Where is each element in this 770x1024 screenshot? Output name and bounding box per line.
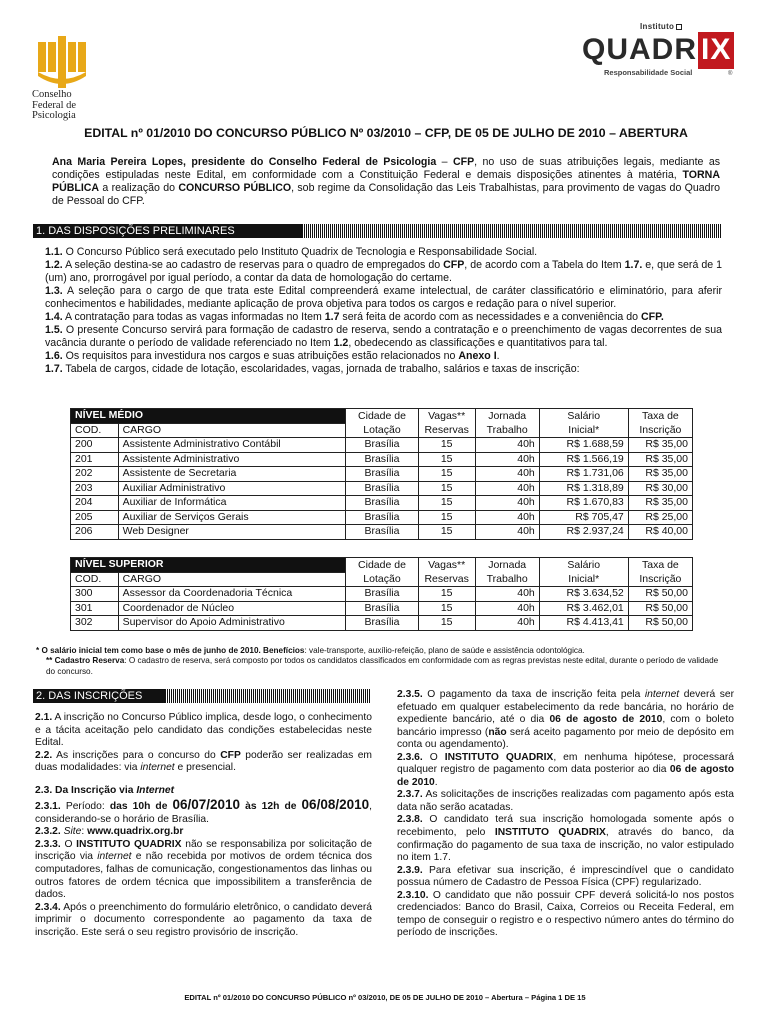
item-2-3-7: 2.3.7. As solicitações de inscrições realizadas com pagamento após esta data não serão acatadas. xyxy=(397,789,734,813)
cell-cargo: Coordenador de Núcleo xyxy=(118,601,346,616)
cell-taxa: R$ 35,00 xyxy=(628,452,692,467)
cell-salario: R$ 2.937,24 xyxy=(539,525,628,540)
item-2-3-9: 2.3.9. Para efetivar sua inscrição, é imprescindível que o candidato possua número de Cadastro de Pessoa Física (CPF) regularizado. xyxy=(397,864,734,889)
table-row xyxy=(71,525,693,540)
cell-cidade: Brasília xyxy=(346,587,418,602)
cell-jornada: 40h xyxy=(475,587,539,602)
item-1-5: 1.5. O presente Concurso servirá para formação de cadastro de reserva, sendo a contratação e o preenchimento de vagas decorrentes de sua vacância durante o período de validade referenciado no Item 1.2, obedecendo as classificações e quantitativos para tal. xyxy=(45,324,722,350)
cell-cod: 202 xyxy=(71,467,119,482)
table-footnotes xyxy=(36,646,726,677)
cell-cidade: Brasília xyxy=(346,616,418,631)
quadrix-wordmark: QUADR IX xyxy=(582,32,734,69)
table-row xyxy=(71,510,693,525)
quadrix-subtitle: Responsabilidade Social xyxy=(604,68,693,77)
cell-jornada: 40h xyxy=(475,525,539,540)
page-title: EDITAL nº 01/2010 DO CONCURSO PÚBLICO Nº 03/2010 – CFP, DE 05 DE JULHO DE 2010 – ABERTURA xyxy=(84,126,688,140)
cell-cargo: Assistente Administrativo xyxy=(118,452,346,467)
table-nivel-medio xyxy=(70,408,693,540)
cell-salario: R$ 3.462,01 xyxy=(539,601,628,616)
section-2-heading: 2. DAS INSCRIÇÕES xyxy=(33,689,370,703)
cell-cod: 201 xyxy=(71,452,119,467)
item-1-4: 1.4. A contratação para todas as vagas informadas no Item 1.7 será feita de acordo com as necessidades e a conveniência do CFP. xyxy=(45,311,664,324)
quadrix-instituto-label: Instituto xyxy=(640,22,682,32)
cell-cidade: Brasília xyxy=(346,438,418,453)
table-header-row: NÍVEL MÉDIO Cidade de Vagas** Jornada Salário Taxa de xyxy=(71,409,693,424)
cell-taxa: R$ 40,00 xyxy=(628,525,692,540)
cell-jornada: 40h xyxy=(475,452,539,467)
cell-vagas: 15 xyxy=(418,496,475,511)
cell-cod: 200 xyxy=(71,438,119,453)
table-row xyxy=(71,616,693,631)
cell-cargo: Supervisor do Apoio Administrativo xyxy=(118,616,346,631)
cell-cargo: Web Designer xyxy=(118,525,346,540)
cell-salario: R$ 4.413,41 xyxy=(539,616,628,631)
cell-jornada: 40h xyxy=(475,438,539,453)
table-row xyxy=(71,601,693,616)
table-row xyxy=(71,452,693,467)
section-1-heading: 1. DAS DISPOSIÇÕES PRELIMINARES xyxy=(33,224,722,238)
cell-jornada: 40h xyxy=(475,616,539,631)
cell-cargo: Assistente Administrativo Contábil xyxy=(118,438,346,453)
cell-salario: R$ 1.688,59 xyxy=(539,438,628,453)
item-2-1: 2.1. A inscrição no Concurso Público implica, desde logo, o conhecimento e a tácita aceitação pelo candidato das condições estabelecidas neste Edital. xyxy=(35,712,372,749)
cell-salario: R$ 1.670,83 xyxy=(539,496,628,511)
cell-taxa: R$ 25,00 xyxy=(628,510,692,525)
cell-vagas: 15 xyxy=(418,510,475,525)
cell-salario: R$ 1.566,19 xyxy=(539,452,628,467)
cell-taxa: R$ 35,00 xyxy=(628,467,692,482)
cell-cidade: Brasília xyxy=(346,496,418,511)
cell-cidade: Brasília xyxy=(346,525,418,540)
item-2-3-title: 2.3. Da Inscrição via Internet xyxy=(35,784,175,796)
cfp-logo xyxy=(32,36,112,122)
cell-cidade: Brasília xyxy=(346,452,418,467)
cell-vagas: 15 xyxy=(418,481,475,496)
cell-taxa: R$ 35,00 xyxy=(628,438,692,453)
cell-jornada: 40h xyxy=(475,481,539,496)
page-footer: EDITAL nº 01/2010 DO CONCURSO PÚBLICO nº 03/2010, DE 05 DE JULHO DE 2010 – Abertura – Página 1 DE 15 xyxy=(184,993,586,1002)
cell-salario: R$ 3.634,52 xyxy=(539,587,628,602)
section-2-left-column xyxy=(35,712,372,939)
cell-vagas: 15 xyxy=(418,452,475,467)
intro-paragraph: Ana Maria Pereira Lopes, presidente do Conselho Federal de Psicologia – CFP, no uso de suas atribuições legais, mediante as condições estipuladas neste Edital, em conformidade com a Constituição Federal e demais disposições atinentes à matéria, TORNA PÚBLICA a realização do CONCURSO PÚBLICO, sob regime da Consolidação das Leis Trabalhistas, para provimento de vagas do Quadro de Pessoal do CFP. xyxy=(52,156,721,208)
section-1-body xyxy=(45,246,722,376)
cell-cod: 206 xyxy=(71,525,119,540)
footnote-cadastro: ** Cadastro Reserva: O cadastro de reserva, será composto por todos os candidatos classificados em conformidade com as regras previstas neste edital, durante o período de validade do concurso. xyxy=(46,656,719,676)
cell-salario: R$ 1.318,89 xyxy=(539,481,628,496)
cell-cod: 302 xyxy=(71,616,119,631)
item-1-2: 1.2. A seleção destina-se ao cadastro de reservas para o quadro de empregados do CFP, de acordo com a Tabela do Item 1.7. e, que será de 1 (um) ano, prorrogável por igual período, a contar da data de homologação do certame. xyxy=(45,259,722,285)
cell-cargo: Auxiliar de Informática xyxy=(118,496,346,511)
level-label: NÍVEL MÉDIO xyxy=(71,409,346,424)
cell-taxa: R$ 30,00 xyxy=(628,481,692,496)
cell-cod: 205 xyxy=(71,510,119,525)
cell-cod: 204 xyxy=(71,496,119,511)
item-2-3-10: 2.3.10. O candidato que não possuir CPF deverá solicitá-lo nos postos credenciados: Banco do Brasil, Caixa, Correios ou Receita Federal, em tempo de conseguir o registro e o respectivo número antes do término do período de inscrições. xyxy=(397,889,734,939)
footnote-salary: * O salário inicial tem como base o mês de junho de 2010. Benefícios: vale-transporte, auxílio-refeição, plano de saúde e assistência odontológica. xyxy=(36,646,585,655)
table-nivel-superior xyxy=(70,557,693,631)
cell-vagas: 15 xyxy=(418,616,475,631)
cell-salario: R$ 1.731,06 xyxy=(539,467,628,482)
table-row xyxy=(71,496,693,511)
table-subheader-row: COD. CARGO Lotação Reservas Trabalho Inicial* Inscrição xyxy=(71,572,693,587)
table-row xyxy=(71,481,693,496)
cell-vagas: 15 xyxy=(418,467,475,482)
cell-taxa: R$ 35,00 xyxy=(628,496,692,511)
item-2-3-4: 2.3.4. Após o preenchimento do formulário eletrônico, o candidato deverá imprimir o documento correspondente ao pagamento da taxa de inscrição. Este será o seu registro provisório de inscrição. xyxy=(35,901,372,938)
table-row xyxy=(71,467,693,482)
item-2-3-2: 2.3.2. Site: www.quadrix.org.br xyxy=(35,826,184,838)
item-1-7: 1.7. Tabela de cargos, cidade de lotação, escolaridades, vagas, jornada de trabalho, salários e taxas de inscrição: xyxy=(45,363,580,376)
table-subheader-row: COD. CARGO Lotação Reservas Trabalho Inicial* Inscrição xyxy=(71,423,693,438)
item-1-3: 1.3. A seleção para o cargo de que trata este Edital compreenderá exame intelectual, de caráter classificatório e eliminatório, para aferir conhecimentos e habilidades, mediante aplicação de prova objetiva para todos os cargos e redação para o nível superior. xyxy=(45,285,722,311)
cell-jornada: 40h xyxy=(475,601,539,616)
cell-cargo: Assistente de Secretaria xyxy=(118,467,346,482)
cell-taxa: R$ 50,00 xyxy=(628,587,692,602)
item-2-3-1: 2.3.1. Período: das 10h de 06/07/2010 às 12h de 06/08/2010, considerando-se o horário de Brasília. xyxy=(35,797,372,825)
item-1-1: 1.1. O Concurso Público será executado pelo Instituto Quadrix de Tecnologia e Responsabilidade Social. xyxy=(45,246,538,258)
cell-cidade: Brasília xyxy=(346,601,418,616)
item-2-3-6: 2.3.6. O INSTITUTO QUADRIX, em nenhuma hipótese, processará qualquer registro de pagamento com data posterior ao dia 06 de agosto de 2010. xyxy=(397,751,734,788)
cell-vagas: 15 xyxy=(418,587,475,602)
cell-cargo: Auxiliar de Serviços Gerais xyxy=(118,510,346,525)
cell-cod: 301 xyxy=(71,601,119,616)
cfp-psi-emblem-icon xyxy=(32,36,92,88)
section-2-right-column xyxy=(397,689,734,940)
cell-cidade: Brasília xyxy=(346,481,418,496)
item-2-3-5: 2.3.5. O pagamento da taxa de inscrição feita pela internet deverá ser efetuado em qualquer estabelecimento da rede bancária, no horário de expediente bancário, até o dia 06 de agosto de 2010, com o boleto bancário impresso (não será aceito pagamento por meio de depósito em conta ou agendamento). xyxy=(397,689,734,751)
cell-cod: 203 xyxy=(71,481,119,496)
cell-cidade: Brasília xyxy=(346,467,418,482)
cell-cargo: Assessor da Coordenadoria Técnica xyxy=(118,587,346,602)
cell-vagas: 15 xyxy=(418,438,475,453)
level-label: NÍVEL SUPERIOR xyxy=(71,558,346,573)
item-2-3-3: 2.3.3. O INSTITUTO QUADRIX não se responsabiliza por solicitação de inscrição via internet e não recebida por motivos de ordem técnica dos computadores, falhas de comunicação, congestionamentos das linhas ou outros fatores de ordem técnica que impossibilitem a transferência de dados. xyxy=(35,838,372,901)
table-row xyxy=(71,438,693,453)
cell-salario: R$ 705,47 xyxy=(539,510,628,525)
cfp-logo-text: Conselho Federal de Psicologia xyxy=(32,89,77,122)
cell-jornada: 40h xyxy=(475,496,539,511)
table-row xyxy=(71,587,693,602)
item-1-6: 1.6. Os requisitos para investidura nos cargos e suas atribuições estão relacionados no Anexo I. xyxy=(45,350,500,363)
cell-vagas: 15 xyxy=(418,525,475,540)
cell-taxa: R$ 50,00 xyxy=(628,616,692,631)
cell-jornada: 40h xyxy=(475,510,539,525)
cell-cidade: Brasília xyxy=(346,510,418,525)
cell-cargo: Auxiliar Administrativo xyxy=(118,481,346,496)
cell-cod: 300 xyxy=(71,587,119,602)
cell-jornada: 40h xyxy=(475,467,539,482)
cell-taxa: R$ 50,00 xyxy=(628,601,692,616)
cell-vagas: 15 xyxy=(418,601,475,616)
registered-mark: ® xyxy=(728,71,733,77)
item-2-2: 2.2. As inscrições para o concurso do CFP poderão ser realizadas em duas modalidades: via internet e presencial. xyxy=(35,749,373,774)
item-2-3-8: 2.3.8. O candidato terá sua inscrição homologada somente após o recebimento, pelo INSTITUTO QUADRIX, através do banco, da confirmação do pagamento de sua taxa de inscrição, no valor estipulado no item 1.7. xyxy=(397,814,734,864)
table-header-row: NÍVEL SUPERIOR Cidade de Vagas** Jornada Salário Taxa de xyxy=(71,558,693,573)
